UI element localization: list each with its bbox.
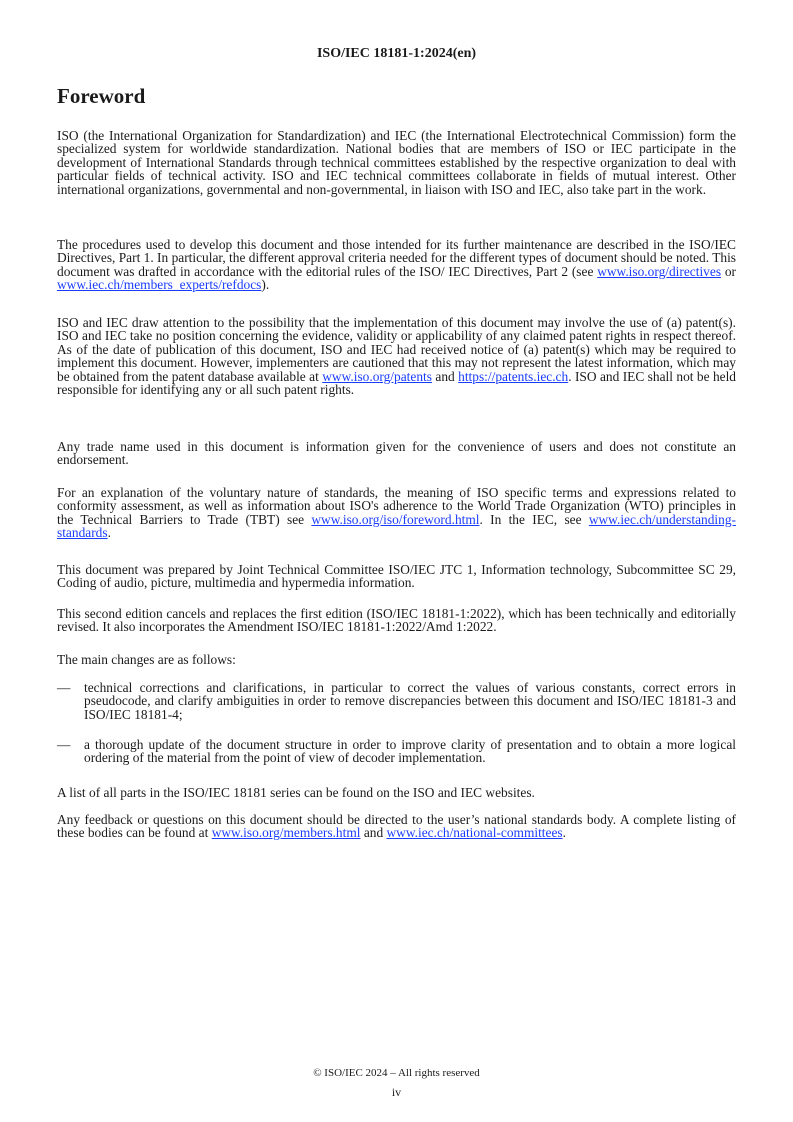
- text: The procedures used to develop this document and those intended for its further maintenance are described in the ISO/IEC Directives, Part 1. In particular, the different approval criteria needed for the different types of document should be noted. This document was drafted in accordance with the editorial rules of the ISO/ IEC Directives, Part 2 (see: [57, 237, 736, 279]
- list-item-text: technical corrections and clarifications, in particular to correct the values of various constants, correct errors in pseudocode, and clarify ambiguities in order to remove discrepancies between this document and ISO/IEC 18181-3 and ISO/IEC 18181-4;: [84, 680, 736, 722]
- text: . In the IEC, see: [479, 511, 589, 527]
- text: . ISO and IEC shall not be held responsible for identifying any or all such patent rights.: [57, 368, 736, 398]
- text: .: [562, 825, 566, 841]
- text: For an explanation of the voluntary nature of standards, the meaning of ISO specific terms and expressions related to conformity assessment, as well as information about ISO's adherence to the World Trade Organization (WTO) principles in the Technical Barriers to Trade (TBT) see: [57, 485, 736, 527]
- text: and: [431, 368, 459, 384]
- paragraph-feedback: [57, 813, 736, 840]
- paragraph-procedures: [57, 238, 736, 292]
- text: and: [360, 825, 387, 841]
- link-iso-directives[interactable]: www.iso.org/directives: [597, 263, 722, 279]
- link-iec-understanding-standards[interactable]: www.iec.ch/understanding-standards: [57, 511, 736, 541]
- paragraph-voluntary-nature: [57, 486, 736, 540]
- link-iso-foreword[interactable]: www.iso.org/iso/foreword.html: [311, 511, 480, 527]
- text: .: [107, 525, 111, 541]
- link-iec-national-committees[interactable]: www.iec.ch/national-committees: [386, 825, 563, 841]
- link-iso-members[interactable]: www.iso.org/members.html: [211, 825, 361, 841]
- text: or: [721, 263, 736, 279]
- page-title: Foreword: [57, 84, 146, 108]
- link-iec-refdocs[interactable]: www.iec.ch/members_experts/refdocs: [57, 277, 262, 293]
- copyright-notice: © ISO/IEC 2024 – All rights reserved: [313, 1067, 480, 1079]
- paragraph-trade-name: Any trade name used in this document is information given for the convenience of users and does not constitute an endorsement.: [57, 439, 736, 468]
- paragraph-patents: [57, 316, 736, 396]
- paragraph-series-parts: A list of all parts in the ISO/IEC 18181 series can be found on the ISO and IEC websites.: [57, 785, 535, 800]
- paragraph-edition: This second edition cancels and replaces the first edition (ISO/IEC 18181-1:2022), which has been technically and editorially revised. It also incorporates the Amendment ISO/IEC 18181-1:2022/Amd 1:2022.: [57, 606, 736, 635]
- list-item: [57, 738, 736, 765]
- paragraph-organizations: ISO (the International Organization for Standardization) and IEC (the International Electrotechnical Commission) form the specialized system for worldwide standardization. National bodies that are members of ISO or IEC participate in the development of International Standards through technical committees established by the respective organization to deal with particular fields of technical activity. ISO and IEC technical committees collaborate in fields of mutual interest. Other international organizations, governmental and non-governmental, in liaison with ISO and IEC, also take part in the work.: [57, 128, 736, 197]
- list-item: [57, 681, 736, 721]
- link-iec-patents[interactable]: https://patents.iec.ch: [458, 368, 569, 384]
- link-iso-patents[interactable]: www.iso.org/patents: [322, 368, 432, 384]
- text: ISO and IEC draw attention to the possibility that the implementation of this document may involve the use of (a) patent(s). ISO and IEC take no position concerning the evidence, validity or applicability of any claimed patent rights in respect thereof. As of the date of publication of this document, ISO and IEC had received notice of (a) patent(s) which may be required to implement this document. However, implementers are cautioned that this may not represent the latest information, which may be obtained from the patent database available at: [57, 315, 736, 384]
- document-header: ISO/IEC 18181-1:2024(en): [316, 46, 477, 61]
- text: ).: [261, 277, 270, 293]
- paragraph-committee: This document was prepared by Joint Technical Committee ISO/IEC JTC 1, Information technology, Subcommittee SC 29, Coding of audio, picture, multimedia and hypermedia information.: [57, 562, 736, 591]
- paragraph-main-changes: The main changes are as follows:: [57, 652, 236, 667]
- dash-bullet: —: [57, 680, 71, 695]
- page-number: iv: [391, 1085, 402, 1099]
- dash-bullet: —: [57, 737, 71, 752]
- text: Any feedback or questions on this document should be directed to the user’s national standards body. A complete listing of these bodies can be found at: [57, 812, 736, 841]
- list-item-text: a thorough update of the document structure in order to improve clarity of presentation and to obtain a more logical ordering of the material from the point of view of decoder implementation.: [84, 737, 736, 766]
